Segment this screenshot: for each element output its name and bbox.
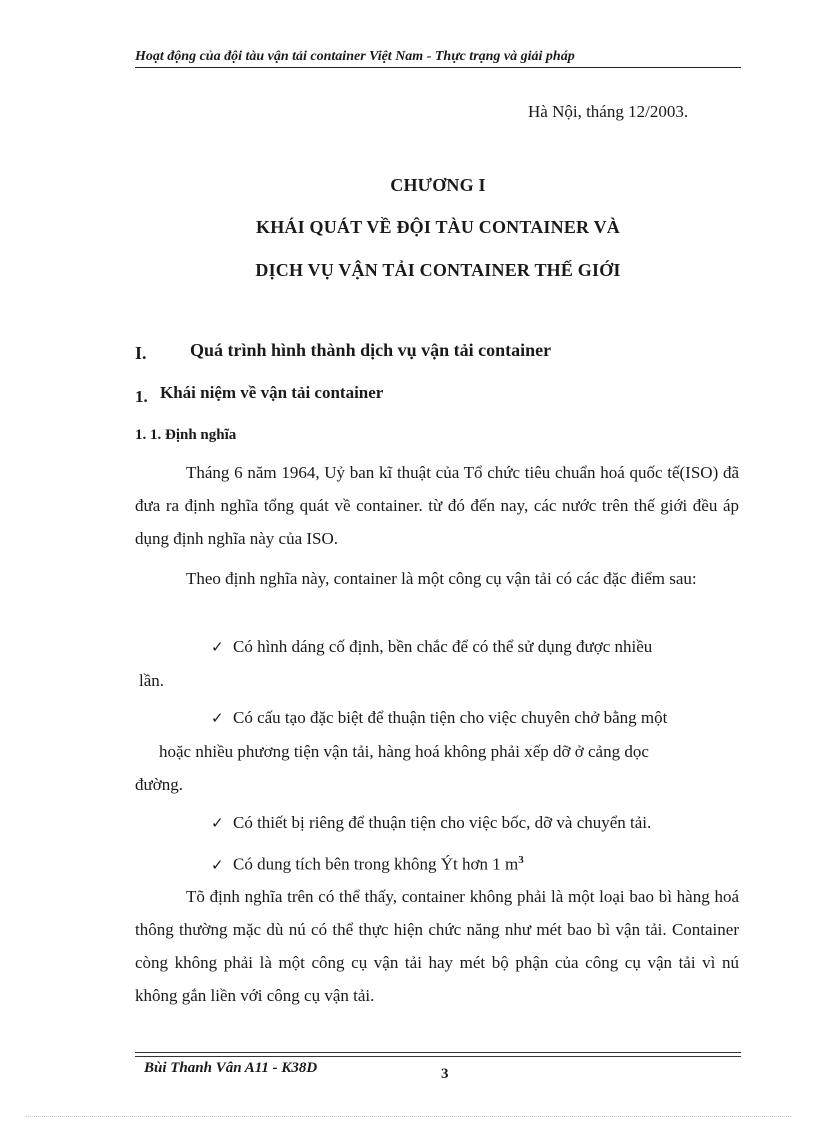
footer-author: Bùi Thanh Vân A11 - K38D [144,1060,318,1076]
section-title: Quá trình hình thành dịch vụ vận tải container [190,340,552,360]
bullet-text: Có cấu tạo đặc biệt để thuận tiện cho việc chuyên chở bằng một [233,708,668,727]
bullet-text: Có hình dáng cố định, bền chắc để có thể sử dụng được nhiều [233,637,653,656]
running-header: Hoạt động của đội tàu vận tải container Việt Nam - Thực trạng và giải pháp [135,49,575,64]
paragraph-conclusion-text: Tõ định nghĩa trên có thể thấy, container không phải là một loại bao bì hàng hoá thông thường mặc dù nú có thể thực hiện chức năng như mét bao bì vận tải. Container còng không phải là một công cụ vận tải hay mét bộ phận của công cụ vận tải vì nú không gắn liền với công cụ vận tải. [135,887,739,1005]
chapter-title-line1: KHÁI QUÁT VỀ ĐỘI TÀU CONTAINER VÀ [256,217,620,237]
footer-rule [135,1052,741,1053]
checkmark-icon: ✓ [211,709,224,727]
superscript-three: 3 [518,854,524,866]
paragraph-conclusion [135,880,739,1012]
bullet-text: Có thiết bị riêng để thuận tiện cho việc bốc, dỡ và chuyển tải. [233,813,652,832]
bullet-continuation: hoặc nhiều phương tiện vận tải, hàng hoá không phải xếp dỡ ở cảng dọc [159,742,649,761]
footer-rule [135,1056,741,1057]
page-number: 3 [441,1066,449,1082]
bullet-item [135,630,739,697]
checkmark-icon: ✓ [211,638,224,656]
section-number: I. [135,343,147,363]
checkmark-icon: ✓ [211,855,224,874]
header-rule [135,67,741,68]
chapter-title-line2: DỊCH VỤ VẬN TẢI CONTAINER THẾ GIỚI [255,260,621,280]
bullet-continuation: đường. [135,775,183,794]
paragraph-definition [135,456,739,555]
paragraph-characteristics [135,562,739,595]
bullet-item [135,806,739,840]
subsection-title: Khái niệm về vận tải container [160,383,384,402]
paragraph-definition-text: Tháng 6 năm 1964, Uỷ ban kĩ thuật của Tổ chức tiêu chuẩn hoá quốc tế(ISO) đã đưa ra định nghĩa tổng quát về container. từ đó đến nay, các nước trên thế giới đều áp dụng định nghĩa này của ISO. [135,463,739,548]
subsection-number: 1. [135,387,148,406]
paragraph-characteristics-text: Theo định nghĩa này, container là một công cụ vận tải có các đặc điểm sau: [186,569,697,588]
bullet-item [135,701,739,801]
bullet-item [135,844,739,882]
chapter-label: CHƯƠNG I [390,175,486,195]
date-line: Hà Nội, tháng 12/2003. [528,102,689,121]
page-edge-dots [25,1116,791,1117]
bullet-text: Có dung tích bên trong không Ýt hơn 1 m [233,854,519,874]
bullet-continuation: lần. [139,671,165,690]
subsubsection-title: 1. 1. Định nghĩa [135,427,237,443]
checkmark-icon: ✓ [211,814,224,832]
